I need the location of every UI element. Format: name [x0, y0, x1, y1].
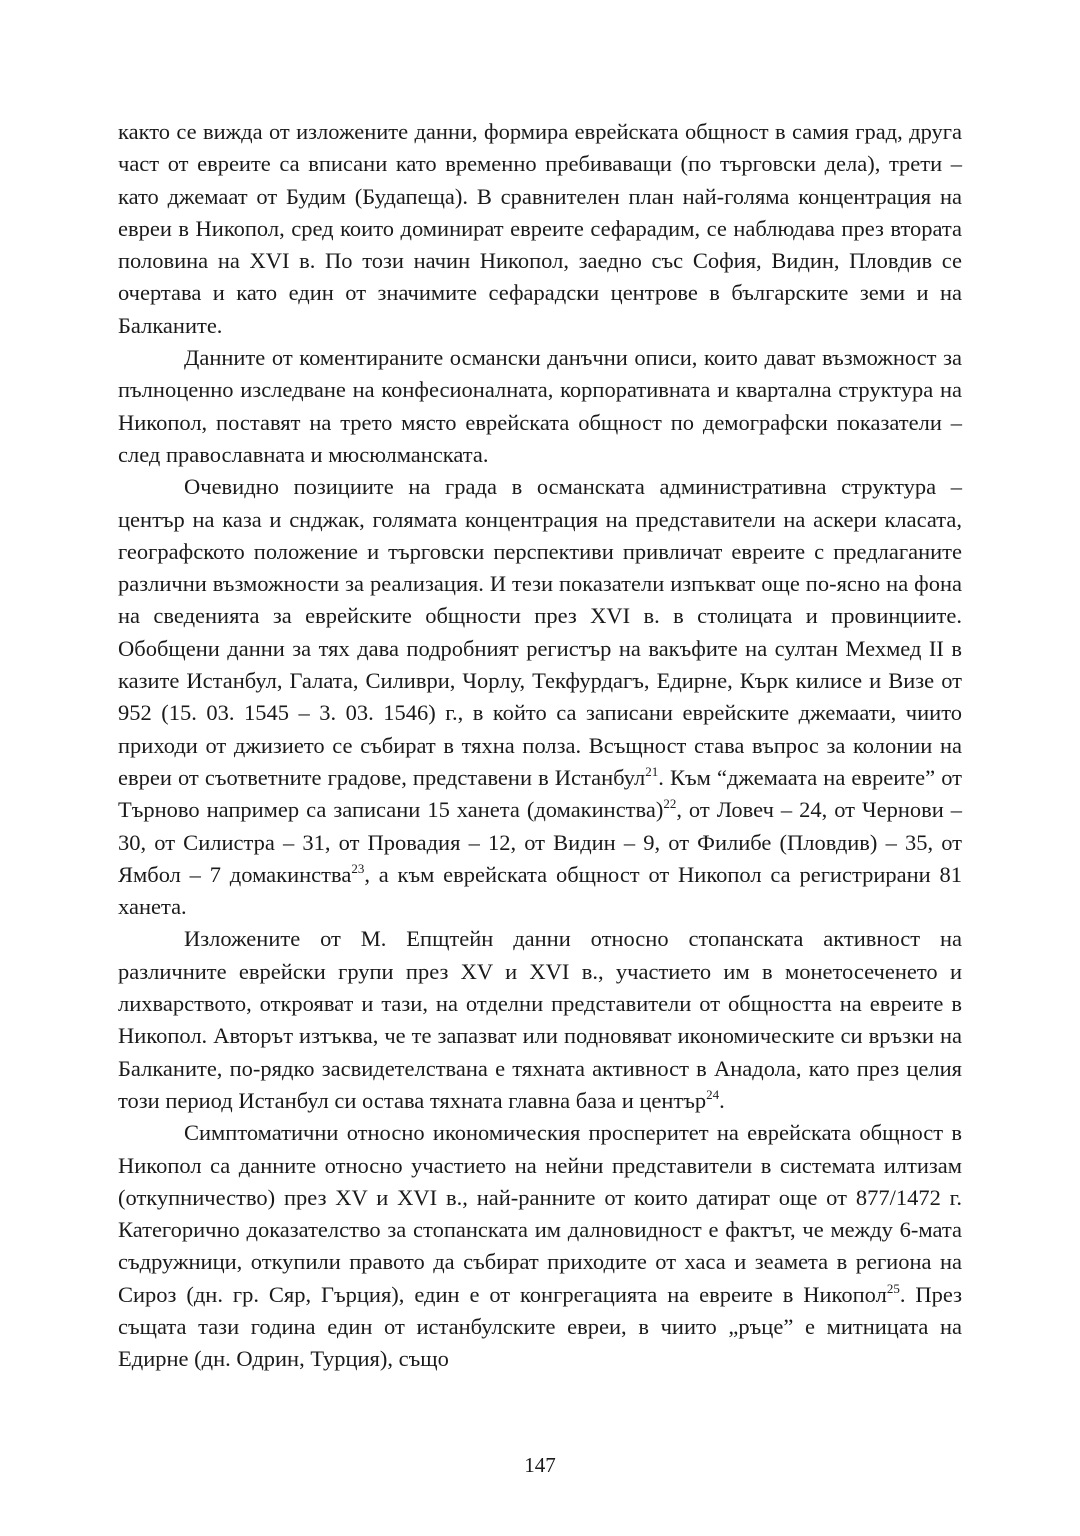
page-body [118, 116, 962, 1376]
footnote-ref-21[interactable]: 21 [645, 763, 659, 779]
paragraph-3-text-b: . Към “джемаата на евреите” от Търново например са записани 15 ханета (домакинства) [118, 764, 962, 823]
paragraph-5-text-b: . През същата тази година един от истанбулските евреи, в чиито „ръце” е митницата на Едирне (дн. Одрин, Турция), също [118, 1281, 962, 1372]
paragraph-4-text-b: . [719, 1087, 725, 1113]
paragraph-3-text-a: Очевидно позициите на града в османската административна структура – център на каза и снджак, голямата концентрация на представители на аскери класата, географското положение и търговски перспективи привличат евреите с предлаганите различни възможности за реализация. И тези показатели изпъкват още по-ясно на фона на сведенията за еврейските общности през XVI в. в столицата и провинциите. Обобщени данни за тях дава подробният регистър на вакъфите на султан Мехмед II в казите Истанбул, Галата, Силиври, Чорлу, Текфурдагъ, Едирне, Кърк килисе и Визе от 952 (15. 03. 1545 – 3. 03. 1546) г., в който са записани еврейските джемаати, чиито приходи от джизието се събират в тяхна полза. Всъщност става въпрос за колонии на евреи от съответните градове, представени в Истанбул [118, 474, 962, 790]
paragraph-2 [118, 342, 962, 471]
paragraph-3 [118, 471, 962, 923]
paragraph-1-text: както се вижда от изложените данни, формира еврейската общност в самия град, друга част от евреите са вписани като временно пребиваващи (по търговски дела), трети – като джемаат от Будим (Будапеща). В сравнителен план най-голяма концентрация на евреи в Никопол, сред които доминират евреите сефарадим, се наблюдава през втората половина на XVI в. По този начин Никопол, заедно със София, Видин, Пловдив се очертава и като един от значимите сефарадски центрове в българските земи и на Балканите. [118, 119, 962, 338]
footnote-ref-22[interactable]: 22 [663, 796, 677, 812]
paragraph-1 [118, 116, 962, 342]
footnote-ref-24[interactable]: 24 [706, 1086, 720, 1102]
footnote-ref-25[interactable]: 25 [886, 1280, 900, 1296]
paragraph-3-text-d: , а към еврейската общност от Никопол са регистрирани 81 ханета. [118, 861, 962, 920]
paragraph-4-text-a: Изложените от М. Епщтейн данни относно стопанската активност на различните еврейски групи през XV и XVI в., участието им в монетосеченето и лихварството, открояват и тази, на отделни представители от общността на евреите в Никопол. Авторът изтъква, че те запазват или подновяват икономическите си връзки на Балканите, по-рядко засвидетелствана е тяхната активност в Анадола, като през целия този период Истанбул си остава тяхната главна база и център [118, 926, 962, 1113]
page-number: 147 [524, 1453, 556, 1477]
paragraph-4 [118, 923, 962, 1117]
paragraph-5 [118, 1117, 962, 1375]
paragraph-5-text-a: Симптоматични относно икономическия просперитет на еврейската общност в Никопол са данните относно участието на нейни представители в системата илтизам (откупничество) през XV и XVI в., най-ранните от които датират още от 877/1472 г. Категорично доказателство за стопанската им далновидност е фактът, че между 6-мата съдружници, откупили правото да събират приходите от хаса и зеамета в региона на Сироз (дн. гр. Сяр, Гърция), един е от конгрегацията на евреите в Никопол [118, 1120, 962, 1307]
footnote-ref-23[interactable]: 23 [351, 860, 365, 876]
paragraph-2-text: Данните от коментираните османски данъчни описи, които дават възможност за пълноценно изследване на конфесионалната, корпоративната и квартална структура на Никопол, поставят на трето място еврейската общност по демографски показатели – след православната и мюсюлманската. [118, 345, 962, 467]
paragraph-3-text-c: , от Ловеч – 24, от Чернови – 30, от Силистра – 31, от Провадия – 12, от Видин – 9, от Филибе (Пловдив) – 35, от Ямбол – 7 домакинства [118, 797, 962, 887]
